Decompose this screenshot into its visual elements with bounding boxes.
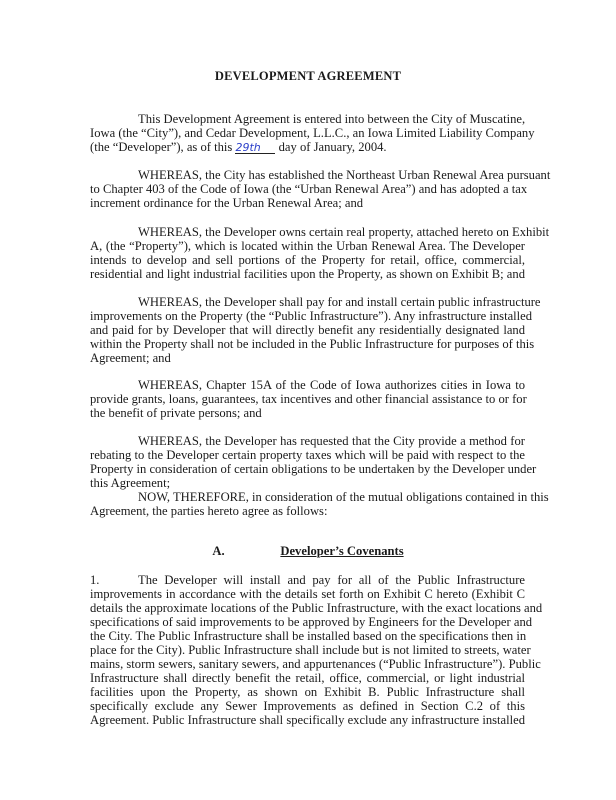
text-line: specifications of said improvements to be approved by Engineers for the Developer and <box>90 615 533 629</box>
text-line: residential and light industrial facilities upon the Property, as shown on Exhibit B; and <box>90 267 525 281</box>
text-line: mains, storm sewers, sanitary sewers, and appurtenances (“Public Infrastructure”). Public <box>90 657 541 671</box>
text-line: to Chapter 403 of the Code of Iowa (the “Urban Renewal Area”) and has adopted a tax <box>90 182 528 196</box>
section-title: Developer’s Covenants <box>280 544 404 558</box>
text-fragment: The Developer will install and pay for all of the Public Infrastructure <box>138 573 525 587</box>
text-line: WHEREAS, the City has established the Northeast Urban Renewal Area pursuant <box>138 168 551 182</box>
text-line: This Development Agreement is entered into between the City of Muscatine, <box>138 112 526 126</box>
text-line: facilities upon the Property, as shown on Exhibit B. Public Infrastructure shall <box>90 685 525 699</box>
text-fragment: day of January, 2004. <box>275 140 387 154</box>
text-line: WHEREAS, the Developer shall pay for and install certain public infrastructure <box>138 295 541 309</box>
text-line: Agreement; and <box>90 351 171 365</box>
whereas-paragraph <box>90 225 550 281</box>
text-line: Agreement, the parties hereto agree as follows: <box>90 504 328 518</box>
text-line: rebating to the Developer certain property taxes which will be paid with respect to the <box>90 448 525 462</box>
text-line: Iowa (the “City”), and Cedar Development, L.L.C., an Iowa Limited Liability Company <box>90 126 535 140</box>
clause-number: 1. <box>90 573 100 587</box>
text-line: specifically exclude any Sewer Improvements as defined in Section C.2 of this <box>90 699 525 713</box>
text-line: NOW, THEREFORE, in consideration of the mutual obligations contained in this <box>138 490 549 504</box>
whereas-paragraph <box>90 490 549 518</box>
whereas-paragraph <box>90 434 537 490</box>
text-line <box>90 573 525 587</box>
text-line: WHEREAS, the Developer owns certain real property, attached hereto on Exhibit <box>138 225 550 239</box>
section-heading <box>0 544 616 559</box>
whereas-paragraph <box>90 295 541 365</box>
text-line: the City. The Public Infrastructure shall be installed based on the specifications then in <box>90 629 527 643</box>
text-fragment: (the “Developer”), as of this <box>90 140 236 154</box>
text-line: the benefit of private persons; and <box>90 406 262 420</box>
clause-1 <box>90 573 543 727</box>
handwritten-date: 29th <box>235 142 275 154</box>
text-line: A, (the “Property”), which is located within the Urban Renewal Area. The Developer <box>90 239 525 253</box>
whereas-paragraph <box>90 168 551 210</box>
text-line: Infrastructure shall directly benefit the retail, office, commercial, or light industrial <box>90 671 525 685</box>
whereas-paragraph <box>90 378 525 420</box>
text-line: provide grants, loans, guarantees, tax incentives and other financial assistance to or for <box>90 392 527 406</box>
text-line <box>90 140 525 154</box>
text-line: and paid for by Developer that will directly benefit any residentially designated land <box>90 323 525 337</box>
section-number: A. <box>212 544 225 558</box>
text-line: Agreement. Public Infrastructure shall specifically exclude any infrastructure installed <box>90 713 525 727</box>
text-line: improvements in accordance with the details set forth on Exhibit C hereto (Exhibit C <box>90 587 525 601</box>
text-line: increment ordinance for the Urban Renewal Area; and <box>90 196 364 210</box>
text-line: intends to develop and sell portions of the Property for retail, office, commercial, <box>90 253 525 267</box>
text-line: WHEREAS, the Developer has requested that the City provide a method for <box>138 434 525 448</box>
text-line: improvements on the Property (the “Public Infrastructure”). Any infrastructure installed <box>90 309 533 323</box>
text-line: details the approximate locations of the Public Infrastructure, with the exact locations and <box>90 601 543 615</box>
text-line: within the Property shall not be included in the Public Infrastructure for purposes of this <box>90 337 535 351</box>
text-line: this Agreement; <box>90 476 171 490</box>
text-line: WHEREAS, Chapter 15A of the Code of Iowa authorizes cities in Iowa to <box>138 378 525 392</box>
text-line: place for the City). Public Infrastructure shall include but is not limited to streets, water <box>90 643 531 657</box>
text-line: Property in consideration of certain obligations to be undertaken by the Developer under <box>90 462 537 476</box>
intro-paragraph <box>90 112 535 154</box>
document-title: DEVELOPMENT AGREEMENT <box>214 69 402 83</box>
